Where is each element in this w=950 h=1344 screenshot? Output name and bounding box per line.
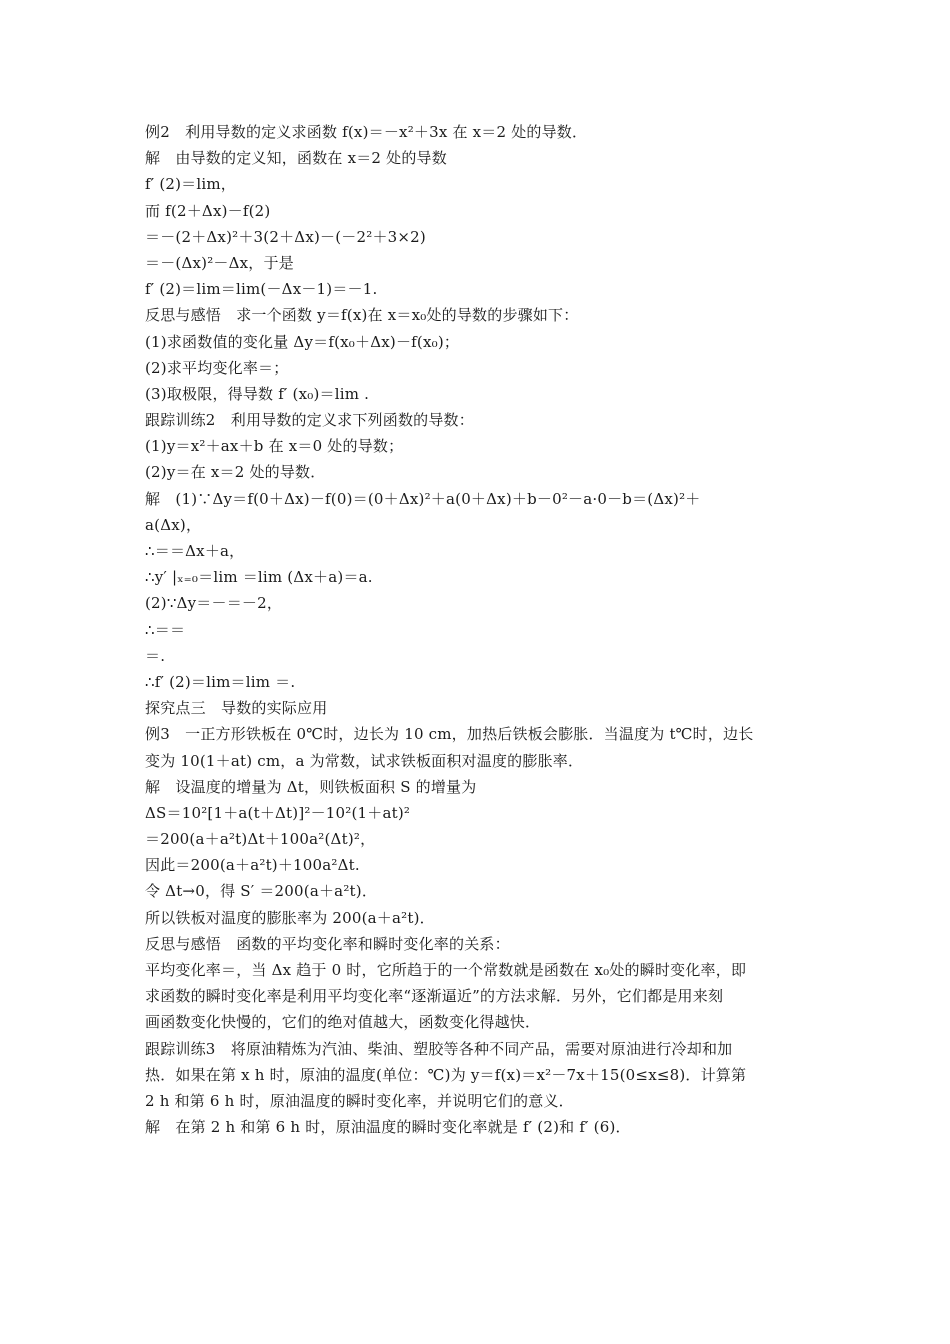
text-line: 解 在第 2 h 和第 6 h 时，原油温度的瞬时变化率就是 f′ (2)和 f′ (6)．: [145, 1118, 631, 1137]
text-line: 所以铁板对温度的膨胀率为 200(a＋a²t)．: [145, 908, 435, 927]
text-line: 平均变化率＝，当 Δx 趋于 0 时，它所趋于的一个常数就是函数在 x₀处的瞬时变化率，即: [145, 961, 747, 979]
text-line: a(Δx)，: [145, 515, 202, 534]
text-line: (2)∵Δy＝－＝－2，: [145, 594, 283, 613]
text-line: (2)求平均变化率＝；: [145, 358, 289, 377]
text-line: 解 (1)∵Δy＝f(0＋Δx)－f(0)＝(0＋Δx)²＋a(0＋Δx)＋b－0²－a·0－b＝(Δx)²＋: [145, 489, 701, 508]
document-page: [145, 119, 810, 1140]
text-line: ∴f′ (2)＝lim＝lim ＝.: [145, 672, 296, 691]
text-line: ＝－(2＋Δx)²＋3(2＋Δx)－(－2²＋3×2): [145, 227, 426, 246]
text-line: 例2 利用导数的定义求函数 f(x)＝－x²＋3x 在 x＝2 处的导数．: [145, 123, 588, 141]
text-line: ＝－(Δx)²－Δx，于是: [145, 253, 294, 272]
text-line: 解 设温度的增量为 Δt，则铁板面积 S 的增量为: [145, 777, 477, 796]
text-line: 例3 一正方形铁板在 0℃时，边长为 10 cm，加热后铁板会膨胀．当温度为 t℃时，边长: [145, 725, 754, 744]
text-line: 探究点三 导数的实际应用: [145, 699, 328, 718]
text-line: ＝.: [145, 646, 166, 665]
text-line: ∴＝＝: [145, 620, 186, 639]
text-line: ＝200(a＋a²t)Δt＋100a²(Δt)²，: [145, 830, 376, 849]
text-line: 解 由导数的定义知，函数在 x＝2 处的导数: [145, 149, 447, 168]
text-line: (3)取极限，得导数 f′ (x₀)＝lim .: [145, 384, 370, 403]
text-line: 2 h 和第 6 h 时，原油温度的瞬时变化率，并说明它们的意义．: [145, 1091, 574, 1110]
text-line: ∴＝＝Δx＋a，: [145, 542, 245, 560]
text-line: 而 f(2＋Δx)－f(2): [145, 201, 271, 220]
text-line: 求函数的瞬时变化率是利用平均变化率“逐渐逼近”的方法求解．另外，它们都是用来刻: [145, 987, 724, 1006]
text-line: ΔS＝10²[1＋a(t＋Δt)]²－10²(1＋at)²: [145, 803, 411, 822]
text-line: 跟踪训练3 将原油精炼为汽油、柴油、塑胶等各种不同产品，需要对原油进行冷却和加: [145, 1039, 733, 1058]
text-line: (1)y＝x²＋ax＋b 在 x＝0 处的导数；: [145, 437, 404, 456]
text-line: 令 Δt→0，得 S′ ＝200(a＋a²t)．: [145, 882, 378, 901]
text-line: f′ (2)＝lim，: [145, 175, 236, 194]
text-line: 反思与感悟 求一个函数 y＝f(x)在 x＝x₀处的导数的步骤如下：: [145, 306, 579, 325]
text-line: 变为 10(1＋at) cm，a 为常数，试求铁板面积对温度的膨胀率．: [145, 751, 584, 770]
text-line: 热．如果在第 x h 时，原油的温度(单位：℃)为 y＝f(x)＝x²－7x＋15(0≤x≤8)．计算第: [145, 1065, 747, 1084]
text-line: 因此＝200(a＋a²t)＋100a²Δt.: [145, 856, 360, 875]
text-line: (2)y＝在 x＝2 处的导数．: [145, 463, 326, 482]
text-line: ∴y′ |ₓ₌₀＝lim ＝lim (Δx＋a)＝a.: [145, 568, 373, 587]
text-line: 跟踪训练2 利用导数的定义求下列函数的导数：: [145, 411, 474, 430]
text-line: 画函数变化快慢的，它们的绝对值越大，函数变化得越快．: [145, 1013, 541, 1032]
text-line: f′ (2)＝lim＝lim(－Δx－1)＝－1.: [145, 280, 378, 299]
text-line: (1)求函数值的变化量 Δy＝f(x₀＋Δx)－f(x₀)；: [145, 332, 460, 351]
text-line: 反思与感悟 函数的平均变化率和瞬时变化率的关系：: [145, 934, 510, 953]
